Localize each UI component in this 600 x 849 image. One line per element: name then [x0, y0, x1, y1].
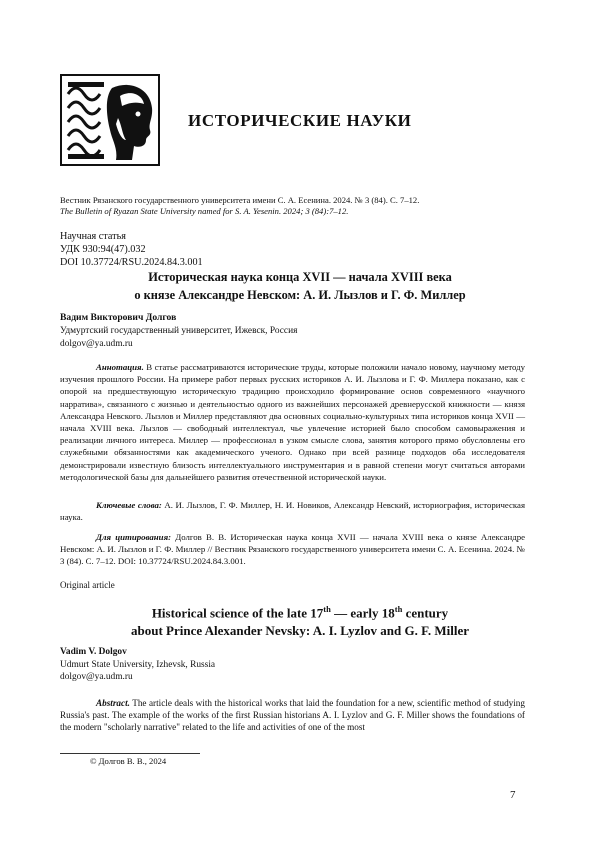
article-title-ru: [60, 268, 540, 304]
udk-code: УДК 930:94(47).032: [60, 244, 146, 255]
author-block-en: [60, 646, 215, 684]
article-meta: [60, 230, 203, 269]
author-block-ru: [60, 311, 297, 351]
abstract-en: [60, 697, 525, 734]
title-en-part1: Historical science of the late 17: [151, 605, 324, 621]
title-en-sup1: th: [323, 604, 331, 614]
doi: DOI 10.37724/RSU.2024.84.3.001: [60, 257, 203, 268]
title-en-part2: — early 18: [330, 605, 395, 621]
title-en-sup2: th: [394, 604, 403, 614]
journal-emblem-icon: [60, 74, 160, 166]
abstract-en-label: Abstract.: [96, 698, 130, 708]
article-title-en-line1: [60, 600, 540, 622]
keywords-ru-label: Ключевые слова:: [96, 500, 162, 510]
copyright-footnote: © Долгов В. В., 2024: [90, 756, 167, 766]
article-title-ru-line1: Историческая наука конца XVII — начала XVIII века: [148, 270, 452, 284]
keywords-ru-text: А. И. Лызлов, Г. Ф. Миллер, Н. И. Новиков, Александр Невский, историография, историческая наука.: [60, 500, 525, 523]
section-title: ИСТОРИЧЕСКИЕ НАУКИ: [188, 111, 412, 130]
abstract-ru-text: В статье рассматриваются исторические труды, которые положили начало новому, научному методу изучения прошлого России. На примере работ первых русских историков А. И. Лызлова и Г. Ф. Миллера показано, как с опорой на предшествующую историческую традицию происходило формирование основ современного «научного нарратива», связанного с жизнью и деятельностью одного из важнейших персонажей древнерусской книжности — князя Александра Невского. Лызлов и Миллер представляют два основных социально-культурных типа историков конца XVII — начала XVIII века. Лызлов — свободный интеллектуал, чье увлечение историей было способом самовыражения и реализации личного интереса. Миллер — профессионал в узком смысле слова, занятия которого прямо обусловлены его служебными обязанностями как академического ученого. Однако при всей разнице подходов оба исследователя демонстрировали известную близость интеллектуального инструментария и в равной степени могут считаться авторами методологической базы для дальнейшего развития отечественной исторической науки.: [60, 362, 525, 482]
author-name-en: Vadim V. Dolgov: [60, 647, 127, 657]
journal-citation-en: The Bulletin of Ryazan State University named for S. A. Yesenin. 2024; 3 (84):7–12.: [60, 206, 349, 216]
citation-ru-label: Для цитирования:: [96, 532, 172, 542]
article-type: Научная статья: [60, 231, 126, 242]
author-affiliation-ru: Удмуртский государственный университет, Ижевск, Россия: [60, 326, 298, 336]
author-email-en: dolgov@ya.udm.ru: [60, 672, 133, 682]
journal-citation: [60, 195, 540, 217]
page-number: 7: [510, 789, 516, 801]
author-affiliation-en: Udmurt State University, Izhevsk, Russia: [60, 659, 216, 670]
journal-citation-ru: Вестник Рязанского государственного университета имени С. А. Есенина. 2024. № 3 (84). С. 7–12.: [60, 195, 420, 205]
article-title-ru-line2: о князе Александре Невском: А. И. Лызлов и Г. Ф. Миллер: [134, 288, 466, 302]
abstract-ru: [60, 361, 525, 483]
author-email-ru: dolgov@ya.udm.ru: [60, 339, 133, 349]
citation-ru-text: Долгов В. В. Историческая наука конца XVII — начала XVIII века о князе Александре Невском: А. И. Лызлов и Г. Ф. Миллер // Вестник Рязанского государственного университета имени С. А. Есенина. 2024. № 3 (84). С. 7–12. DOI: 10.37724/RSU.2024.84.3.001.: [60, 532, 525, 567]
abstract-ru-label: Аннотация.: [96, 362, 144, 372]
article-title-en-line2: about Prince Alexander Nevsky: A. I. Lyzlov and G. F. Miller: [130, 623, 469, 639]
citation-ru: [60, 531, 525, 568]
footnote-divider: [60, 753, 200, 754]
abstract-en-text: The article deals with the historical works that laid the foundation for a new, scientific method of studying Russia's past. The example of the works of the first Russian historians A. I. Lyzlov and G. F. Miller shows the foundations of the modern "scholarly narrative" related to the life and activities of one of the most: [60, 698, 525, 733]
original-article-label: Original article: [60, 580, 115, 590]
title-en-part3: century: [402, 605, 449, 621]
keywords-ru: [60, 499, 525, 523]
article-title-en: [60, 600, 540, 640]
author-name-ru: Вадим Викторович Долгов: [60, 312, 177, 323]
